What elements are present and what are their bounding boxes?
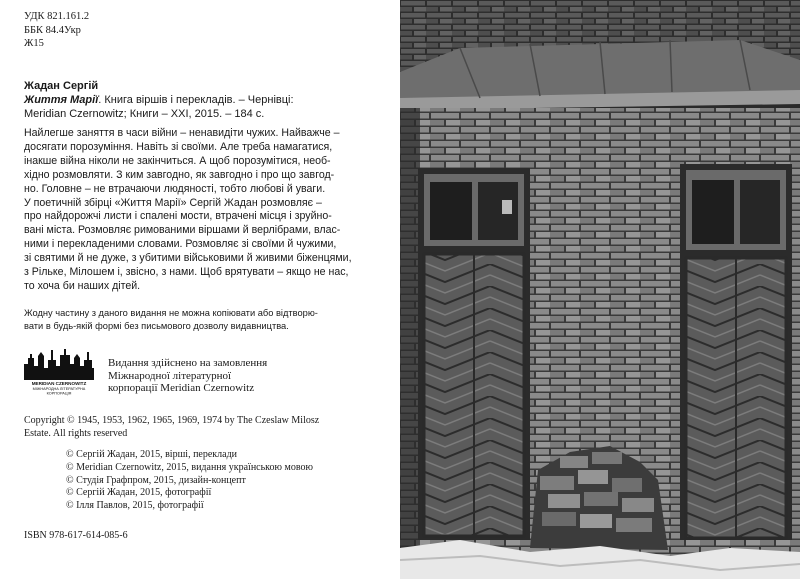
abstract-line: зі святими й не дуже, з убитими військовими й живими біженцями, [24,252,352,265]
publisher-line: Міжнародної літературної [108,369,232,382]
title-line [24,93,364,107]
book-title: Життя Марії [24,94,99,106]
abstract-line: Найлегше заняття в часи війни – ненавидіти чужих. Найважче – [24,127,340,139]
copyright-milosz [24,414,374,440]
logo-text-line2: МІЖНАРОДНА ЛІТЕРАТУРНА [32,387,86,391]
abstract-line: вані міста. Розмовляє римованими віршами й верлібрами, влас- [24,224,341,237]
copyright-item: © Сергій Жадан, 2015, вірші, переклади [66,449,238,460]
abstract-line: но. Головне – не втрачаючи людяності, тобто любові й уваги. [24,182,326,195]
logo-text-line1: MERIDIAN CZERNOWITZ [31,381,87,386]
abstract-line: хідно розмовляти. З ким завгодно, як завгодно і про що завгод- [24,168,335,181]
abstract-line: У поетичній збірці «Життя Марії» Сергій Жадан розмовляє – [24,196,322,209]
copyright-item: © Студія Графпром, 2015, дизайн-концепт [66,474,246,486]
abstract-line: інакше війна ніколи не закінчиться. А щоб порозумітися, необ- [24,154,331,167]
city-skyline-icon [24,346,94,396]
publisher-line: Видання здійснено на замовлення [108,357,268,369]
udc-code: УДК 821.161.2 [24,11,90,22]
copyright-item: © Сергій Жадан, 2015, фотографії [66,487,212,499]
isbn: ISBN 978-617-614-085-6 [24,530,128,541]
publisher-line: корпорації Meridian Czernowitz [108,382,255,394]
bibliographic-record [24,79,364,121]
author-name: Жадан Сергій [24,80,99,92]
meridian-czernowitz-logo [24,346,94,396]
copyright-line: Copyright © 1945, 1953, 1962, 1965, 1969, 1974 by The Czeslaw Milosz [24,415,320,426]
imprint-line: Meridian Czernowitz; Книги – XXI, 2015. – 184 с. [24,108,265,120]
abstract [24,127,362,294]
copyright-list [66,449,313,513]
copyright-item: © Meridian Czernowitz, 2015, видання українською мовою [66,461,313,473]
photo-page [400,0,800,579]
abstract-line: ними і перекладеними словами. Розмовляє зі своїми й чужими, [24,238,337,251]
copyright-line: Estate. All rights reserved [24,428,128,439]
abstract-line: досягати порозуміння. Навіть зі своїми. Але треба намагатися, [24,140,333,153]
doors-photograph [400,0,800,579]
logo-text-line3: КОРПОРАЦІЯ [46,391,72,396]
author-mark: Ж15 [24,38,44,49]
bbk-code: ББК 84.4Укр [24,24,81,36]
rights-notice [24,307,364,332]
title-details: . Книга віршів і перекладів. – Чернівці: [98,94,294,106]
rights-line: вати в будь-якій формі без письмового дозволу видавництва. [24,320,289,331]
abstract-line: з Рільке, Мілошем і, звісно, з нами. Щоб врятувати – якщо не нас, [24,266,349,279]
abstract-line: то хоча би наших дітей. [24,279,141,292]
copyright-item: © Ілля Павлов, 2015, фотографії [66,500,204,512]
publisher-note [108,357,267,395]
rights-line: Жодну частину з даного видання не можна копіювати або відтворю- [24,308,318,318]
abstract-line: про найдорожчі листи і спалені мости, втрачені місця і зруйно- [24,210,332,223]
classification-codes [24,10,89,51]
